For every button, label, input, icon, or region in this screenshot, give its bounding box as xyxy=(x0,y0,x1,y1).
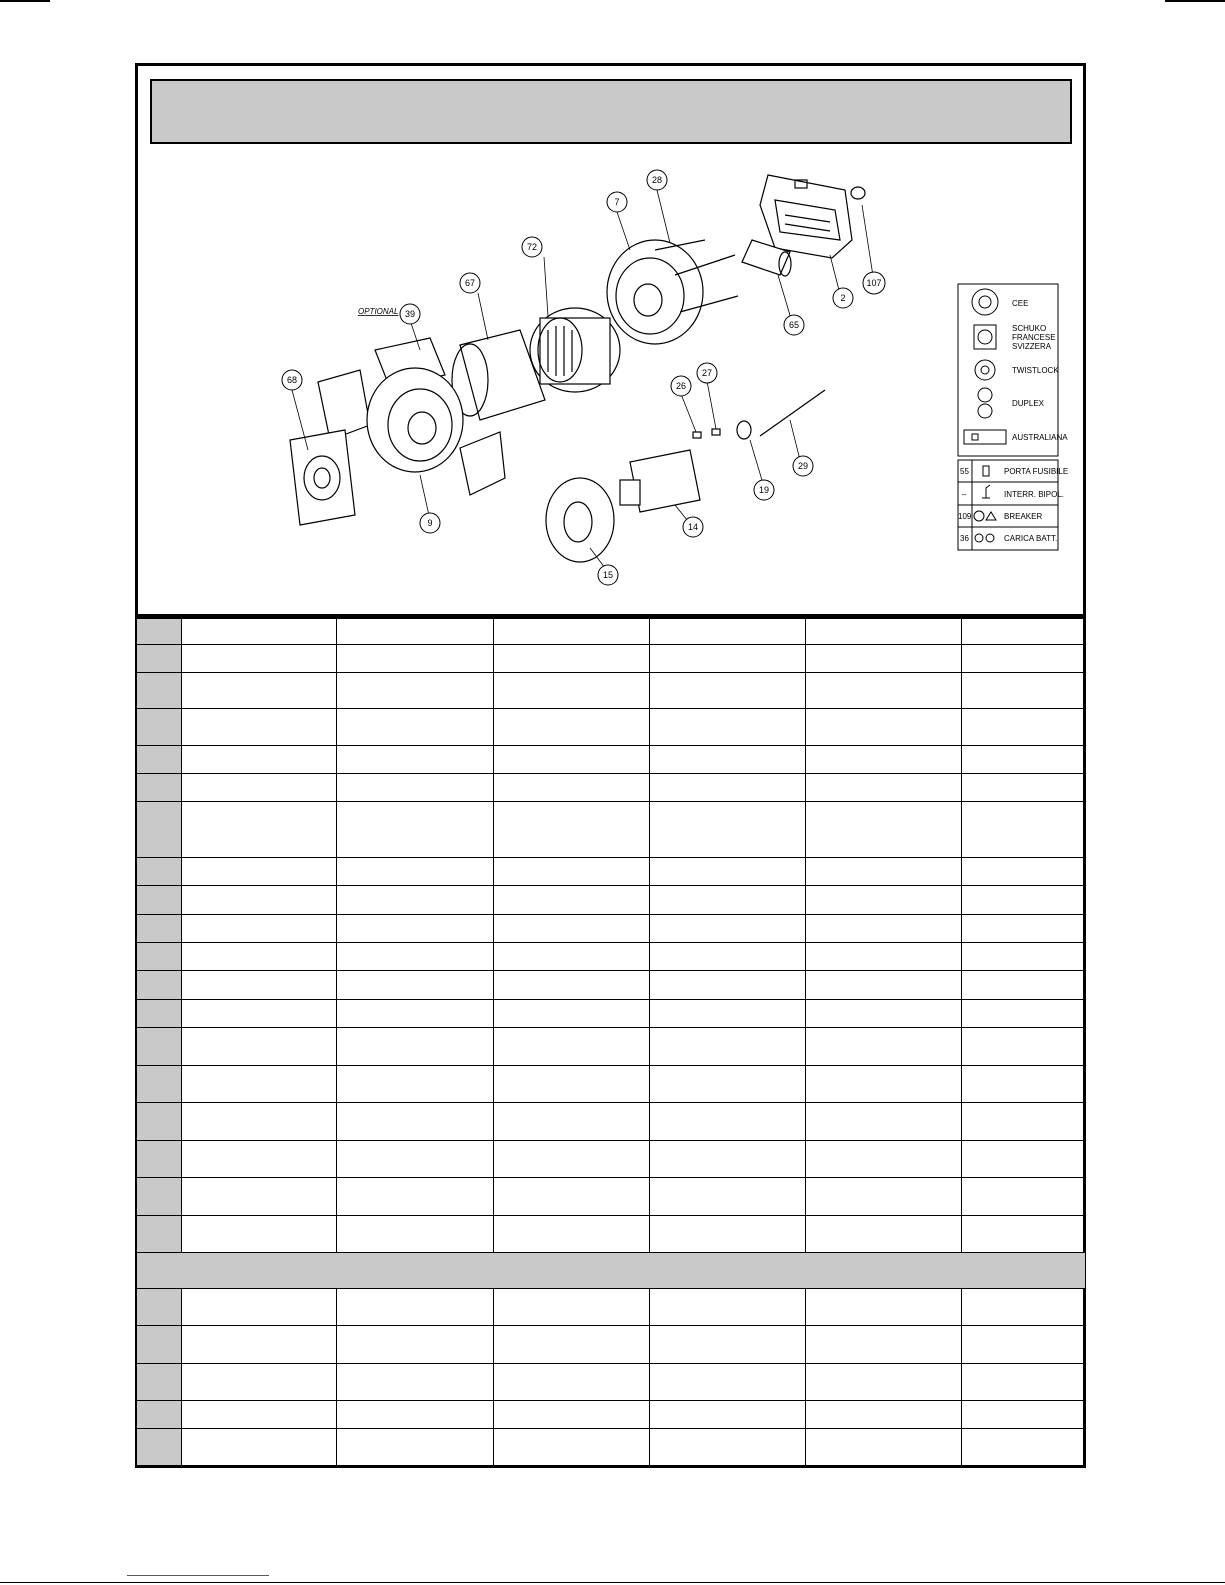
table-row xyxy=(137,1028,1086,1065)
table-row xyxy=(137,672,1086,708)
callout-107: 107 xyxy=(866,278,882,288)
table-header-cell xyxy=(182,619,337,645)
callout-27: 27 xyxy=(701,368,713,378)
callout-2: 2 xyxy=(840,293,846,303)
rear-cover-part xyxy=(760,175,852,258)
table-row xyxy=(137,1065,1086,1102)
table-row xyxy=(137,1215,1086,1252)
table-row xyxy=(137,709,1086,745)
outlet-label-australiana: AUSTRALIANA xyxy=(1012,433,1068,442)
callout-65: 65 xyxy=(788,320,800,330)
table-header-cell xyxy=(806,619,962,645)
battery-charger-icon xyxy=(975,534,994,542)
table-header-cell xyxy=(962,619,1086,645)
schuko-socket-icon xyxy=(974,325,996,349)
outlet-label-schuko: SCHUKO FRANCESE SVIZZERA xyxy=(1012,324,1056,351)
table-row xyxy=(137,858,1086,886)
cap-part xyxy=(851,187,865,199)
callout-67: 67 xyxy=(464,278,476,288)
stator-part xyxy=(530,308,620,392)
cee-socket-icon xyxy=(972,289,998,315)
parts-table xyxy=(136,618,1085,1466)
breaker-icon xyxy=(974,511,996,521)
australian-socket-icon xyxy=(964,430,1006,444)
bipolar-switch-icon xyxy=(982,485,990,498)
table-row xyxy=(137,1429,1086,1466)
callout-7: 7 xyxy=(614,197,620,207)
component-label-fuse: PORTA FUSIBILE xyxy=(1004,467,1069,476)
table-header-row xyxy=(137,619,1086,645)
exploded-parts-diagram xyxy=(138,150,1083,612)
component-code-breaker: 109 xyxy=(958,512,972,521)
side-shield-part xyxy=(318,370,370,440)
outlet-label-cee: CEE xyxy=(1012,299,1029,308)
callout-19: 19 xyxy=(758,485,770,495)
fuse-holder-icon xyxy=(983,466,989,476)
component-code-charger: 36 xyxy=(960,534,969,543)
fan-part xyxy=(546,478,614,562)
twistlock-socket-icon xyxy=(975,360,995,380)
table-row xyxy=(137,1326,1086,1363)
footer-link[interactable] xyxy=(127,1575,269,1576)
footer-rule xyxy=(0,1582,1225,1583)
table-row xyxy=(137,802,1086,858)
crop-mark-top-left xyxy=(0,0,50,2)
bearing-part xyxy=(737,421,751,439)
duplex-socket-icon xyxy=(978,388,992,418)
table-row xyxy=(137,745,1086,773)
callout-29: 29 xyxy=(797,461,809,471)
outlet-label-duplex: DUPLEX xyxy=(1012,399,1045,408)
optional-shield-bottom-part xyxy=(460,432,505,495)
component-code-switch: – xyxy=(962,490,967,499)
callout-68: 68 xyxy=(286,375,298,385)
table-row xyxy=(137,1140,1086,1177)
table-row xyxy=(137,1178,1086,1215)
adaptor-flange-part xyxy=(290,430,355,525)
table-row xyxy=(137,1401,1086,1429)
outlet-label-twistlock: TWISTLOCK xyxy=(1012,366,1059,375)
rotor-part xyxy=(620,450,700,512)
end-shield-part xyxy=(607,240,703,344)
table-row xyxy=(137,943,1086,971)
callout-9: 9 xyxy=(427,518,433,528)
component-label-switch: INTERR. BIPOL. xyxy=(1004,490,1065,499)
table-header-cell xyxy=(137,619,182,645)
callout-15: 15 xyxy=(602,570,614,580)
component-label-charger: CARICA BATT. xyxy=(1004,534,1058,543)
table-row xyxy=(137,971,1086,999)
callout-72: 72 xyxy=(526,242,538,252)
table-header-cell xyxy=(494,619,650,645)
optional-label: OPTIONAL xyxy=(358,307,399,316)
callout-14: 14 xyxy=(687,522,699,532)
callout-26: 26 xyxy=(675,381,687,391)
table-section-row xyxy=(137,1253,1086,1288)
table-row xyxy=(137,914,1086,942)
table-row xyxy=(137,886,1086,914)
table-row xyxy=(137,773,1086,801)
table-header-cell xyxy=(337,619,494,645)
table-row xyxy=(137,1363,1086,1400)
callout-39: 39 xyxy=(404,309,416,319)
component-code-fuse: 55 xyxy=(960,467,969,476)
fan-cover-part xyxy=(367,368,463,472)
table-row xyxy=(137,1288,1086,1325)
crop-mark-top-right xyxy=(1165,0,1225,2)
table-row xyxy=(137,645,1086,672)
table-row xyxy=(137,1103,1086,1140)
page-title-bar xyxy=(150,79,1072,144)
component-label-breaker: BREAKER xyxy=(1004,512,1043,521)
table-header-cell xyxy=(650,619,806,645)
callout-28: 28 xyxy=(651,175,663,185)
table-row xyxy=(137,999,1086,1027)
